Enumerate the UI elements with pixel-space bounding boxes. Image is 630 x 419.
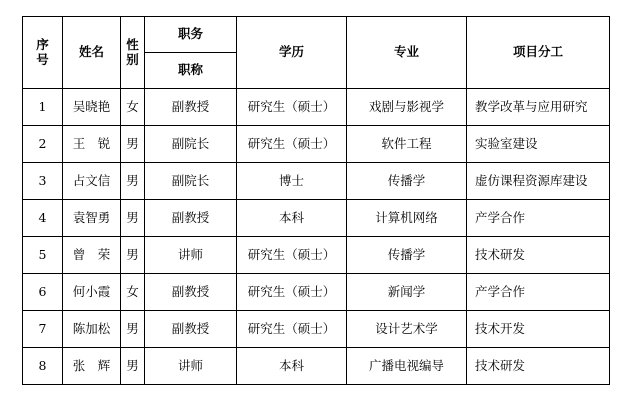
cell-seq: 7 — [23, 311, 63, 348]
cell-education: 研究生（硕士） — [237, 237, 347, 274]
table-row — [23, 163, 610, 200]
cell-rank: 讲师 — [145, 348, 237, 385]
cell-rank: 副院长 — [145, 126, 237, 163]
cell-gender: 男 — [121, 163, 145, 200]
cell-major: 设计艺术学 — [347, 311, 467, 348]
cell-education: 博士 — [237, 163, 347, 200]
cell-gender: 男 — [121, 200, 145, 237]
header-seq: 序号 — [23, 17, 63, 89]
table-header — [23, 17, 610, 89]
cell-seq: 1 — [23, 89, 63, 126]
cell-name: 袁智勇 — [63, 200, 121, 237]
header-major: 专业 — [347, 17, 467, 89]
cell-education: 研究生（硕士） — [237, 89, 347, 126]
cell-major: 广播电视编导 — [347, 348, 467, 385]
cell-task: 技术研发 — [467, 237, 610, 274]
table-row — [23, 89, 610, 126]
table-row — [23, 311, 610, 348]
cell-name: 陈加松 — [63, 311, 121, 348]
cell-name: 王 锐 — [63, 126, 121, 163]
cell-gender: 女 — [121, 89, 145, 126]
cell-major: 传播学 — [347, 237, 467, 274]
cell-seq: 4 — [23, 200, 63, 237]
cell-rank: 副教授 — [145, 311, 237, 348]
cell-education: 研究生（硕士） — [237, 311, 347, 348]
cell-education: 研究生（硕士） — [237, 126, 347, 163]
cell-rank: 副教授 — [145, 89, 237, 126]
cell-rank: 讲师 — [145, 237, 237, 274]
cell-task: 实验室建设 — [467, 126, 610, 163]
cell-gender: 男 — [121, 348, 145, 385]
cell-major: 新闻学 — [347, 274, 467, 311]
cell-name: 占文信 — [63, 163, 121, 200]
cell-task: 技术开发 — [467, 311, 610, 348]
staff-table — [22, 16, 610, 385]
cell-name: 吴晓艳 — [63, 89, 121, 126]
cell-major: 软件工程 — [347, 126, 467, 163]
cell-task: 教学改革与应用研究 — [467, 89, 610, 126]
header-education: 学历 — [237, 17, 347, 89]
cell-task: 产学合作 — [467, 274, 610, 311]
table-row — [23, 126, 610, 163]
cell-major: 戏剧与影视学 — [347, 89, 467, 126]
cell-seq: 2 — [23, 126, 63, 163]
cell-gender: 男 — [121, 237, 145, 274]
cell-task: 产学合作 — [467, 200, 610, 237]
cell-seq: 6 — [23, 274, 63, 311]
table-row — [23, 237, 610, 274]
cell-major: 计算机网络 — [347, 200, 467, 237]
cell-education: 本科 — [237, 348, 347, 385]
cell-gender: 男 — [121, 126, 145, 163]
cell-education: 研究生（硕士） — [237, 274, 347, 311]
cell-seq: 5 — [23, 237, 63, 274]
cell-gender: 女 — [121, 274, 145, 311]
header-title: 职称 — [145, 53, 237, 89]
table-row — [23, 200, 610, 237]
header-task: 项目分工 — [467, 17, 610, 89]
cell-rank: 副教授 — [145, 200, 237, 237]
header-name: 姓名 — [63, 17, 121, 89]
table-body — [23, 89, 610, 385]
table-row — [23, 348, 610, 385]
cell-task: 技术研发 — [467, 348, 610, 385]
table-row — [23, 274, 610, 311]
cell-education: 本科 — [237, 200, 347, 237]
cell-gender: 男 — [121, 311, 145, 348]
cell-seq: 3 — [23, 163, 63, 200]
cell-rank: 副院长 — [145, 163, 237, 200]
cell-name: 张 辉 — [63, 348, 121, 385]
cell-task: 虚仿课程资源库建设 — [467, 163, 610, 200]
cell-name: 何小霞 — [63, 274, 121, 311]
cell-major: 传播学 — [347, 163, 467, 200]
cell-seq: 8 — [23, 348, 63, 385]
cell-name: 曾 荣 — [63, 237, 121, 274]
cell-rank: 副教授 — [145, 274, 237, 311]
header-gender: 性别 — [121, 17, 145, 89]
header-position: 职务 — [145, 17, 237, 53]
